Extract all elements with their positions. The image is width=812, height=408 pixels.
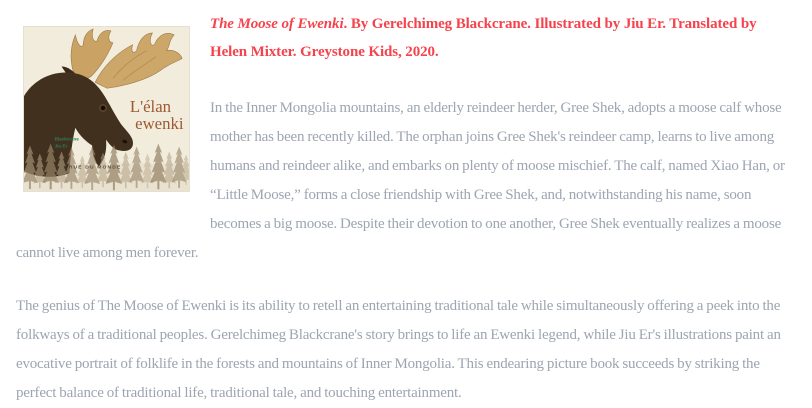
summary-paragraph: In the Inner Mongolia mountains, an elderly reindeer herder, Gree Shek, adopts a moose calf whose mother has been recently killed. The orphan joins Gree Shek's reindeer camp, learns to live among humans and reindeer alike, and embarks on plenty of moose mischief. The calf, named Xiao Han, or “Little Moose,” forms a close friendship with Gree Shek, and, notwithstanding his name, soon becomes a big moose. Despite their devotion to one another, Gree Shek eventually realizes a moose cannot live among men forever. <box>16 100 785 261</box>
cover-author: Blackcrane <box>54 136 79 142</box>
cover-title-line1: L'élan <box>129 96 172 116</box>
citation-details: . By Gerelchimeg Blackcrane. Illustrated by Jiu Er. Translated by Helen Mixter. Greystone Kids, 2020. <box>210 16 757 60</box>
book-cover-image <box>23 26 190 192</box>
cover-title-line2: ewenki <box>135 113 184 133</box>
cover-illustrator: Jiu Er <box>54 143 68 149</box>
book-title: The Moose of Ewenki <box>210 16 344 32</box>
cover-publisher: RUE DU MONDE <box>68 165 122 171</box>
book-cover-art <box>23 26 190 192</box>
moose-eye <box>101 106 105 110</box>
review-paragraph: The genius of The Moose of Ewenki is its ability to retell an entertaining traditional tale while simultaneously offering a peek into the folkways of a traditional peoples. Gerelchimeg Blackcrane's story brings to life an Ewenki legend, while Jiu Er's illustrations paint an evocative portrait of folklife in the forests and mountains of Inner Mongolia. This endearing picture book succeeds by striking the perfect balance of traditional life, traditional tale, and touching entertainment. <box>16 298 781 401</box>
